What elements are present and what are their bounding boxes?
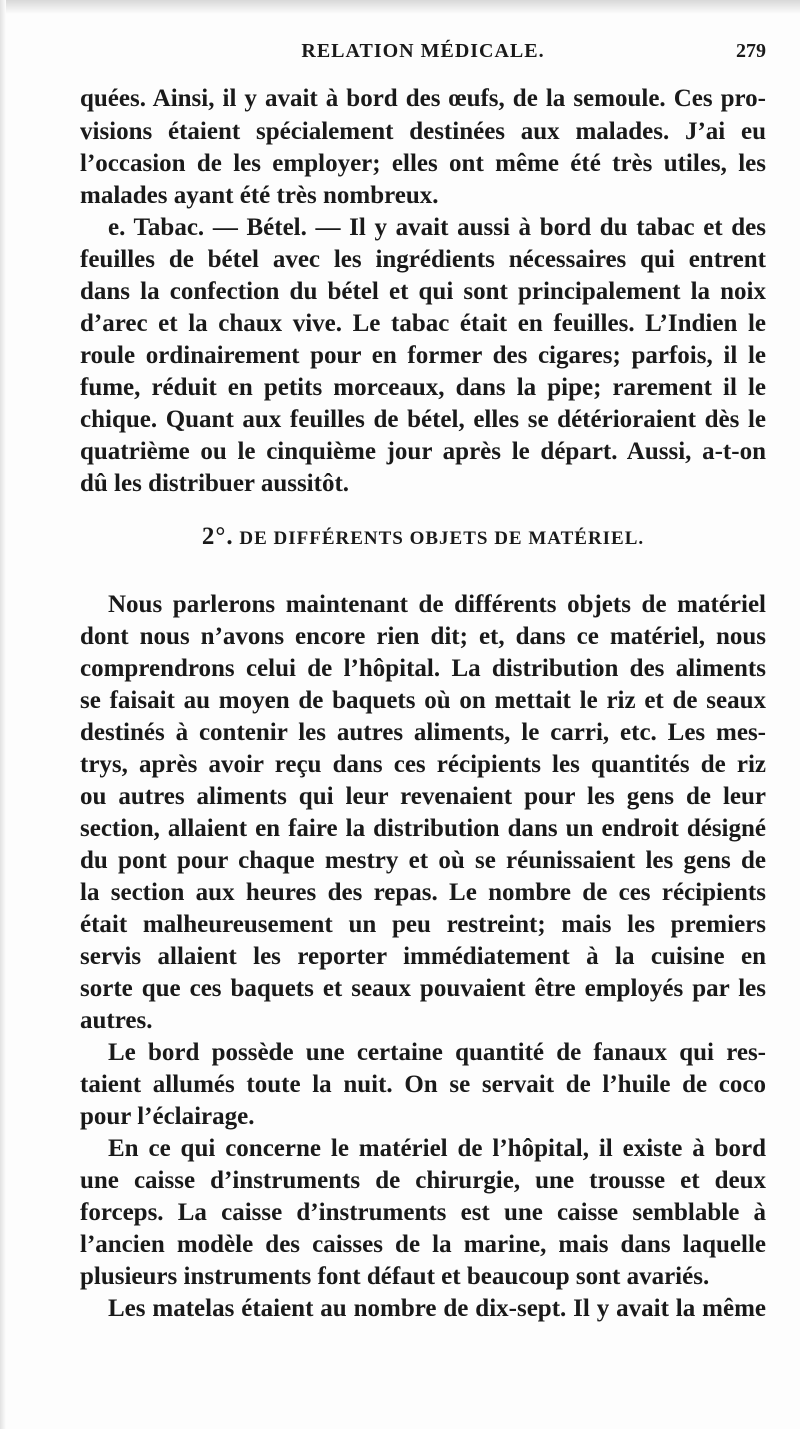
- text-line: malades ayant été très nombreux.: [80, 182, 439, 209]
- text-line: l’ancien modèle des caisses de la marine, mais dans laquelle: [80, 1231, 766, 1258]
- text-line: forceps. La caisse d’instruments est une caisse semblable à: [80, 1199, 766, 1226]
- text-line: servis allaient les reporter immédiatement à la cuisine en: [80, 943, 766, 970]
- text-line: se faisait au moyen de baquets où on mettait le riz et de seaux: [80, 687, 766, 714]
- text-line: dont nous n’avons encore rien dit; et, dans ce matériel, nous: [80, 623, 766, 650]
- scan-top-shadow: [0, 0, 800, 14]
- section-title: DE DIFFÉRENTS OBJETS DE MATÉRIEL.: [239, 528, 645, 549]
- text-line: la section aux heures des repas. Le nombre de ces récipients: [80, 879, 766, 906]
- text-line: ou autres aliments qui leur revenaient pour les gens de leur: [80, 783, 766, 810]
- running-title: RELATION MÉDICALE.: [301, 40, 545, 62]
- text-line: fume, réduit en petits morceaux, dans la pipe; rarement il le: [80, 374, 766, 401]
- text-line: visions étaient spécialement destinées aux malades. J’ai eu: [80, 118, 766, 145]
- page-header: [80, 40, 766, 68]
- text-line: autres.: [80, 1007, 153, 1034]
- text-line: destinés à contenir les autres aliments, le carri, etc. Les mes-: [80, 719, 766, 746]
- text-line: section, allaient en faire la distribution dans un endroit désigné: [80, 815, 766, 842]
- text-line: du pont pour chaque mestry et où se réunissaient les gens de: [80, 847, 766, 874]
- text-line: l’occasion de les employer; elles ont même été très utiles, les: [80, 150, 766, 177]
- page-number: 279: [736, 40, 766, 62]
- text-line: roule ordinairement pour en former des cigares; parfois, il le: [80, 342, 766, 369]
- text-line: une caisse d’instruments de chirurgie, une trousse et deux: [80, 1167, 766, 1194]
- scan-left-edge: [0, 0, 6, 1429]
- text-line: chique. Quant aux feuilles de bétel, elles se détérioraient dès le: [80, 406, 766, 433]
- text-line: sorte que ces baquets et seaux pouvaient être employés par les: [80, 975, 766, 1002]
- section-heading: [80, 522, 766, 554]
- text-line: quées. Ainsi, il y avait à bord des œufs, de la semoule. Ces pro-: [80, 85, 766, 112]
- text-line: Le bord possède une certaine quantité de fanaux qui res-: [108, 1039, 766, 1066]
- text-line: comprendrons celui de l’hôpital. La distribution des aliments: [80, 655, 766, 682]
- text-line: pour l’éclairage.: [80, 1103, 255, 1130]
- text-line: Nous parlerons maintenant de différents objets de matériel: [108, 591, 766, 618]
- text-line: quatrième ou le cinquième jour après le départ. Aussi, a-t-on: [80, 438, 766, 465]
- text-line: e. Tabac. — Bétel. — Il y avait aussi à bord du tabac et des: [108, 214, 766, 241]
- section-number: 2°.: [201, 523, 234, 550]
- text-line: taient allumés toute la nuit. On se servait de l’huile de coco: [80, 1071, 766, 1098]
- text-line: d’arec et la chaux vive. Le tabac était en feuilles. L’Indien le: [80, 310, 766, 337]
- text-line: En ce qui concerne le matériel de l’hôpital, il existe à bord: [108, 1135, 766, 1162]
- text-line: plusieurs instruments font défaut et beaucoup sont avariés.: [80, 1263, 710, 1290]
- text-line: dans la confection du bétel et qui sont principalement la noix: [80, 278, 766, 305]
- text-line: était malheureusement un peu restreint; mais les premiers: [80, 911, 766, 938]
- text-line: feuilles de bétel avec les ingrédients nécessaires qui entrent: [80, 246, 766, 273]
- text-line: Les matelas étaient au nombre de dix-sept. Il y avait la même: [108, 1295, 766, 1322]
- text-line: trys, après avoir reçu dans ces récipients les quantités de riz: [80, 751, 766, 778]
- text-line: dû les distribuer aussitôt.: [80, 470, 350, 497]
